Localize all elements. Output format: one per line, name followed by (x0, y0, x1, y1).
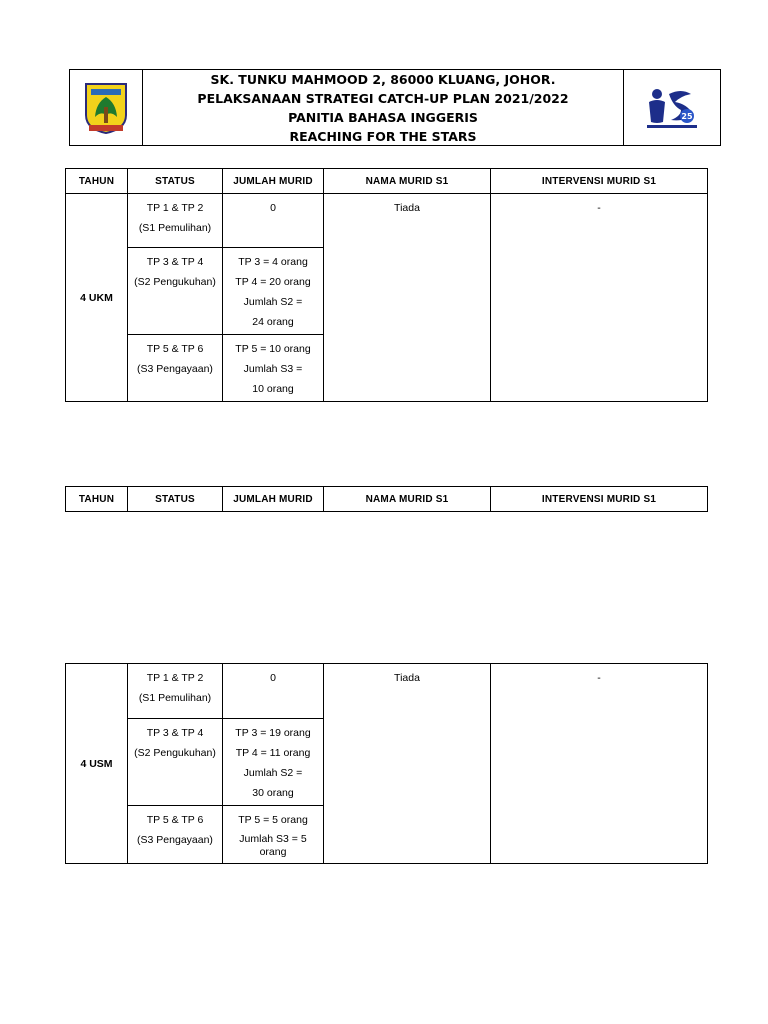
status-text: TP 5 & TP 6 (146, 343, 204, 355)
education-emblem-icon (645, 86, 699, 130)
count-cell (223, 248, 324, 335)
status-text: (S3 Pengayaan) (137, 834, 213, 846)
header-line-panel: PANITIA BAHASA INGGERIS (288, 109, 478, 125)
table-2-header (65, 486, 708, 512)
status-cell (128, 664, 223, 719)
emblem-badge-number: 25 (681, 111, 693, 121)
status-cell (128, 335, 223, 402)
intervention-cell (491, 194, 708, 402)
count-cell (223, 664, 324, 719)
status-text: TP 5 & TP 6 (146, 814, 204, 826)
table-row (66, 664, 708, 719)
left-logo-cell (70, 70, 143, 145)
names-cell (324, 664, 491, 864)
right-logo-cell (623, 70, 720, 145)
count-text: 30 orang (252, 787, 294, 799)
count-text: TP 5 = 5 orang (238, 814, 308, 826)
table-header-row (66, 169, 708, 194)
count-text: TP 3 = 19 orang (235, 727, 311, 739)
status-text: TP 3 & TP 4 (146, 256, 204, 268)
status-text: TP 3 & TP 4 (146, 727, 204, 739)
col-intervensi: INTERVENSI MURID S1 (491, 169, 708, 194)
names-cell (324, 194, 491, 402)
status-text: (S1 Pemulihan) (138, 222, 212, 234)
count-text: Jumlah S3 = 5 (239, 833, 307, 845)
table-4usm (65, 663, 708, 864)
col-jumlah-murid: JUMLAH MURID (223, 169, 324, 194)
status-text: (S2 Pengukuhan) (134, 276, 216, 288)
col-intervensi: INTERVENSI MURID S1 (491, 487, 708, 512)
status-cell (128, 194, 223, 248)
col-nama-murid: NAMA MURID S1 (324, 487, 491, 512)
col-tahun: TAHUN (66, 169, 128, 194)
status-cell (128, 806, 223, 864)
count-text: Jumlah S2 = (243, 767, 303, 779)
count-text: TP 4 = 11 orang (235, 747, 311, 759)
count-text: Jumlah S3 = (243, 363, 303, 375)
names-text: Tiada (394, 202, 420, 214)
status-text: (S1 Pemulihan) (138, 692, 212, 704)
count-text: orang (259, 846, 287, 858)
count-text: TP 3 = 4 orang (238, 256, 308, 268)
count-text: TP 5 = 10 orang (235, 343, 311, 355)
names-text: Tiada (394, 672, 420, 684)
intervention-text: - (597, 202, 601, 214)
count-cell (223, 335, 324, 402)
table-row (66, 194, 708, 248)
count-text: 24 orang (252, 316, 294, 328)
status-cell (128, 719, 223, 806)
status-text: TP 1 & TP 2 (146, 202, 204, 214)
status-cell (128, 248, 223, 335)
year-cell: 4 UKM (66, 194, 128, 402)
status-text: (S2 Pengukuhan) (134, 747, 216, 759)
count-cell (223, 194, 324, 248)
year-cell: 4 USM (66, 664, 128, 864)
intervention-cell (491, 664, 708, 864)
count-text: 10 orang (252, 383, 294, 395)
intervention-text: - (597, 672, 601, 684)
count-text: TP 4 = 20 orang (235, 276, 311, 288)
status-text: TP 1 & TP 2 (146, 672, 204, 684)
table-header-row (66, 487, 708, 512)
header-line-school: SK. TUNKU MAHMOOD 2, 86000 KLUANG, JOHOR. (210, 71, 556, 87)
col-nama-murid: NAMA MURID S1 (324, 169, 491, 194)
header-line-motto: REACHING FOR THE STARS (289, 128, 477, 144)
header-line-plan: PELAKSANAAN STRATEGI CATCH-UP PLAN 2021/2022 (197, 90, 569, 106)
school-crest-icon (83, 81, 129, 135)
count-text: 0 (270, 202, 276, 214)
header-title-block (143, 70, 623, 145)
col-status: STATUS (128, 169, 223, 194)
status-text: (S3 Pengayaan) (137, 363, 213, 375)
count-text: Jumlah S2 = (243, 296, 303, 308)
col-status: STATUS (128, 487, 223, 512)
col-jumlah-murid: JUMLAH MURID (223, 487, 324, 512)
count-text: 0 (270, 672, 276, 684)
col-tahun: TAHUN (66, 487, 128, 512)
count-cell (223, 806, 324, 864)
document-header (69, 69, 721, 146)
count-cell (223, 719, 324, 806)
table-4ukm (65, 168, 708, 402)
